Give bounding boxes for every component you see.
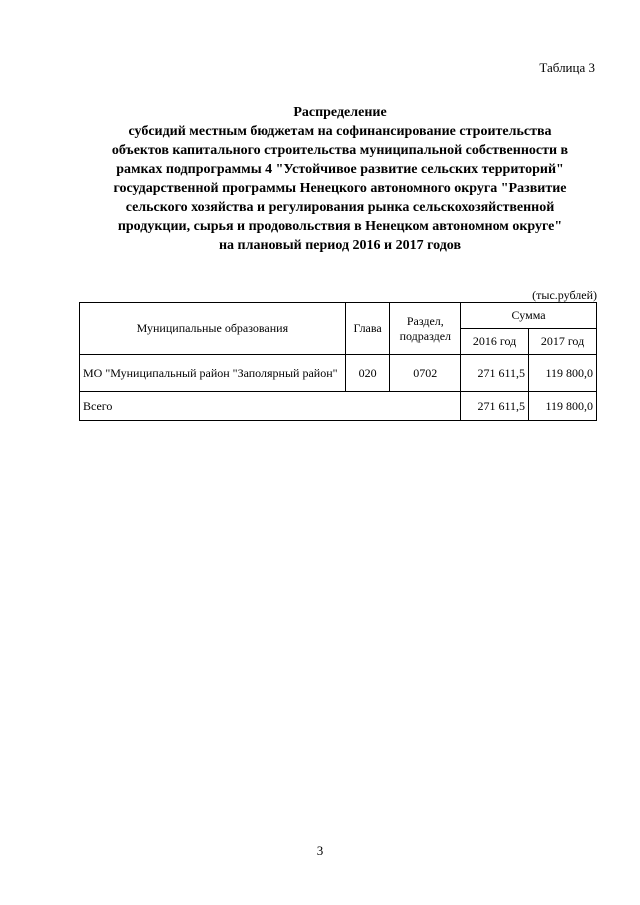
table-row: [80, 355, 597, 392]
title-line: государственной программы Ненецкого автономного округа "Развитие: [113, 181, 567, 196]
total-year-2017: 119 800,0: [529, 392, 597, 421]
title-line: сельского хозяйства и регулирования рынка сельскохозяйственной: [125, 200, 555, 215]
title-line: Распределение: [293, 105, 387, 120]
page-number: 3: [316, 843, 324, 858]
table-label: Таблица 3: [539, 60, 595, 75]
header-year-2017: 2017 год: [529, 329, 597, 355]
cell-municipal-name: МО "Муниципальный район "Заполярный район": [80, 355, 346, 392]
title-line: субсидий местным бюджетам на софинансирование строительства: [128, 124, 552, 139]
cell-glava: 020: [345, 355, 390, 392]
total-year-2016: 271 611,5: [461, 392, 529, 421]
cell-year-2017: 119 800,0: [529, 355, 597, 392]
title-line: на плановый период 2016 и 2017 годов: [218, 238, 462, 253]
units-label: (тыс.рублей): [532, 288, 597, 302]
title-line: продукции, сырья и продовольствия в Ненецком автономном округе": [117, 219, 563, 234]
total-row: [80, 392, 597, 421]
total-label: Всего: [80, 392, 461, 421]
cell-year-2016: 271 611,5: [461, 355, 529, 392]
header-sum: Сумма: [461, 303, 597, 329]
header-municipal: Муниципальные образования: [80, 303, 346, 355]
cell-razdel: 0702: [390, 355, 461, 392]
title-line: объектов капитального строительства муниципальной собственности в: [111, 143, 569, 158]
subsidy-table: [79, 302, 597, 421]
document-title: [70, 103, 610, 255]
header-year-2016: 2016 год: [461, 329, 529, 355]
header-razdel: Раздел, подраздел: [390, 303, 461, 355]
header-glava: Глава: [345, 303, 390, 355]
title-line: рамках подпрограммы 4 "Устойчивое развитие сельских территорий": [116, 162, 564, 177]
